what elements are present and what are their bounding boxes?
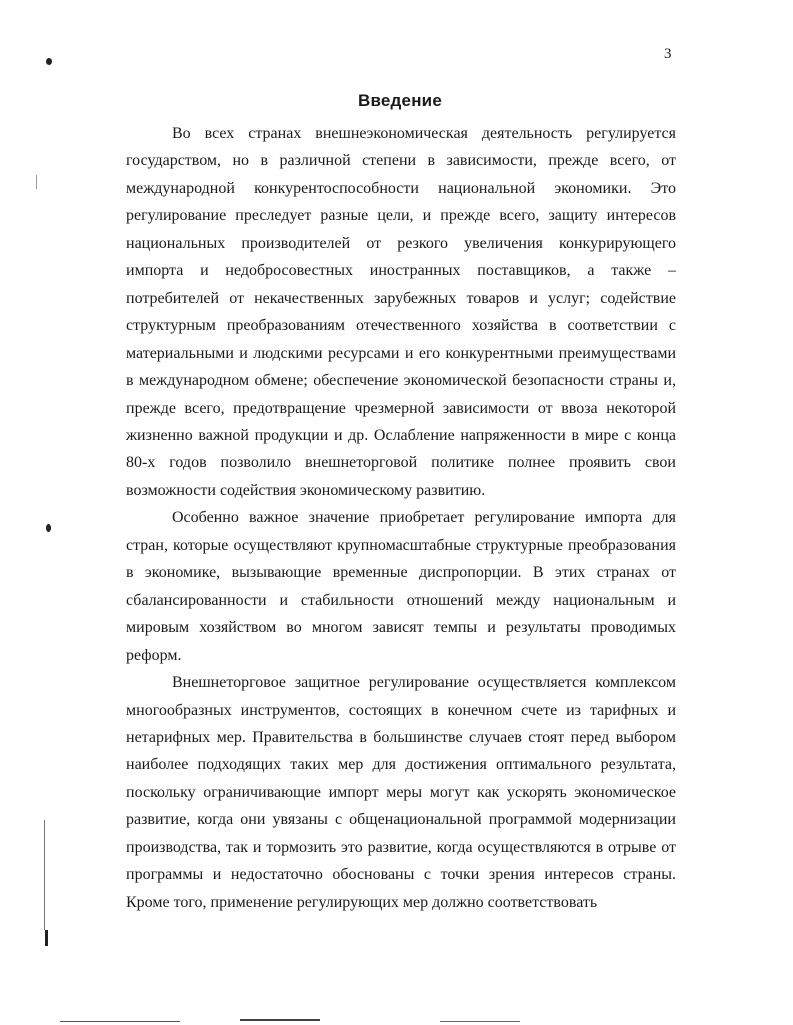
page-title: Введение (358, 91, 442, 110)
scan-artifact-line (440, 1021, 520, 1022)
page-number: 3 (664, 46, 672, 62)
paragraph-1: Во всех странах внешнеэкономическая деятельность регулируется государством, но в различной степени в зависимости, прежде всего, от международной конкурентоспособности национальной экономики. Это регулирование преследует разные цели, и прежде всего, защиту интересов национальных производителей от резкого увеличения конкурирующего импорта и недобросовестных иностранных поставщиков, а также – потребителей от некачественных зарубежных товаров и услуг; содействие структурным преобразованиям отечественного хозяйства в соответствии с материальными и людскими ресурсами и его конкурентными преимуществами в международном обмене; обеспечение экономической безопасности страны и, прежде всего, предотвращение чрезмерной зависимости от ввоза некоторой жизненно важной продукции и др. Ослабление напряженности в мире с конца 80-х годов позволило внешнеторговой политике полнее проявить свои возможности содействия экономическому развитию. (126, 125, 676, 499)
document-body (126, 120, 676, 916)
scan-artifact-line (44, 820, 45, 930)
scan-artifact-line (36, 175, 37, 189)
scan-artifact-line (45, 930, 48, 946)
scan-artifact-line (60, 1021, 180, 1022)
paragraph-3: Внешнеторговое защитное регулирование осуществляется комплексом многообразных инструментов, состоящих в конечном счете из тарифных и нетарифных мер. Правительства в большинстве случаев стоят перед выбором наиболее подходящих таких мер для достижения оптимального результата, поскольку ограничивающие импорт меры могут как ускорять экономическое развитие, когда они увязаны с общенациональной программой модернизации производства, так и тормозить это развитие, когда осуществляются в отрыве от программы и недостаточно обоснованы с точки зрения интересов страны. Кроме того, применение регулирующих мер должно соответствовать (126, 674, 676, 911)
scan-artifact-dot (46, 58, 52, 65)
scan-artifact-line (240, 1019, 320, 1021)
scan-artifact-dot (46, 524, 51, 532)
paragraph-2: Особенно важное значение приобретает регулирование импорта для стран, которые осуществляют крупномасштабные структурные преобразования в экономике, вызывающие временные диспропорции. В этих странах от сбалансированности и стабильности отношений между национальным и мировым хозяйством во многом зависят темпы и результаты проводимых реформ. (126, 509, 676, 664)
